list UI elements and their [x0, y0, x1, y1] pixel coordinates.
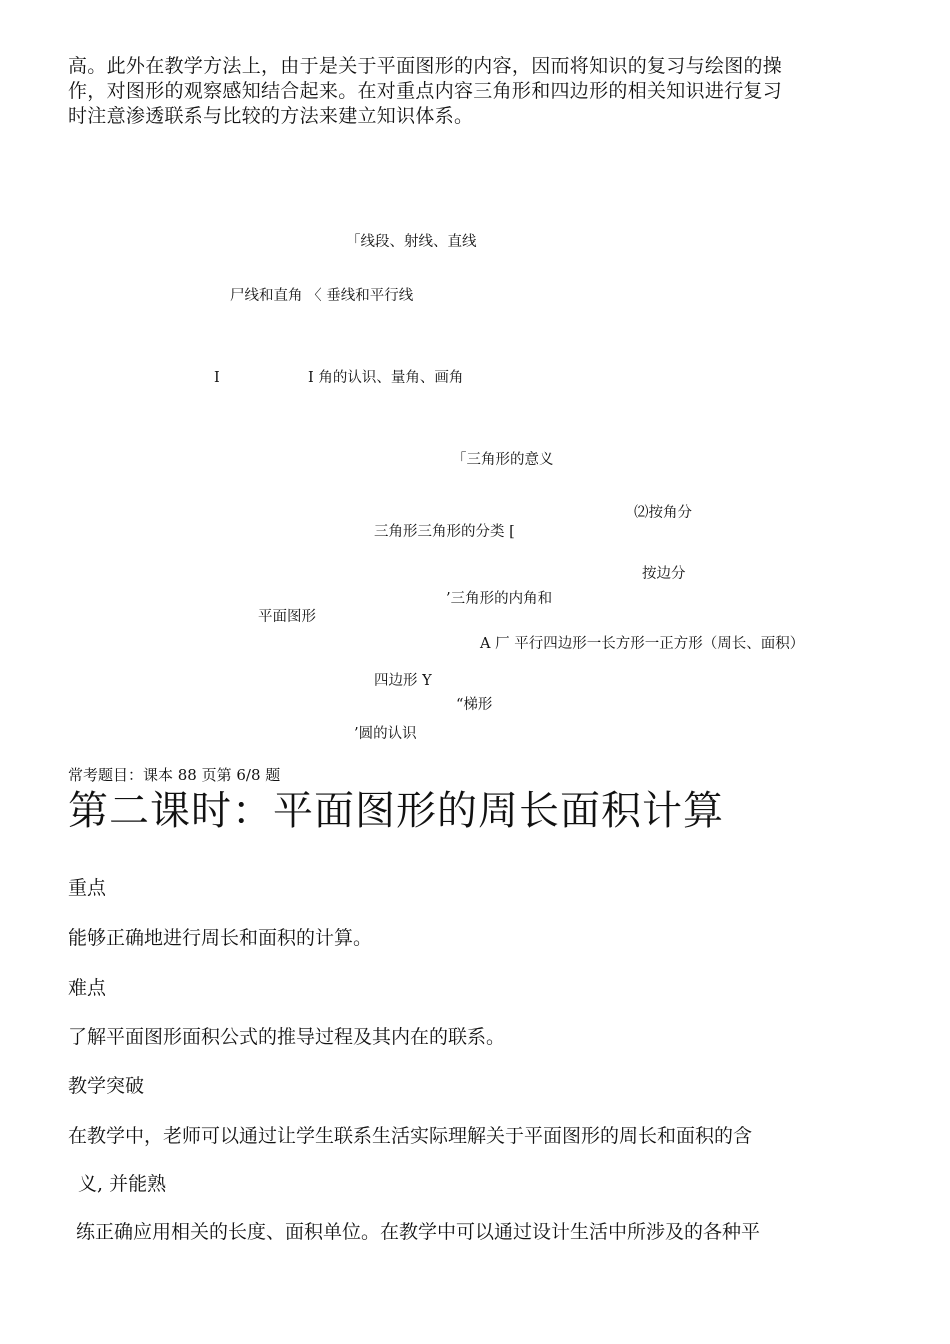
common-questions-note: 常考题目：课本 88 页第 6/8 题 [68, 766, 281, 784]
diagram-node: ’三角形的内角和 [446, 591, 553, 607]
diagram-node: “梯形 [456, 697, 493, 713]
diagram-node: 平面图形 [258, 609, 316, 625]
diagram-node: I 角的认识、量角、画角 [308, 370, 464, 386]
intro-line: 高。此外在教学方法上，由于是关于平面图形的内容，因而将知识的复习与绘图的操 [68, 55, 783, 77]
diagram-node: I [214, 370, 220, 386]
diagram-node: A 厂 平行四边形一长方形一正方形（周长、面积） [480, 636, 805, 652]
intro-line: 作，对图形的观察感知结合起来。在对重点内容三角形和四边形的相关知识进行复习 [68, 80, 783, 102]
breakthrough-text-line: 义, 并能熟 [78, 1173, 167, 1195]
key-point-heading: 重点 [68, 877, 107, 899]
diagram-node: 「三角形的意义 [452, 452, 554, 468]
diagram-node: 尸线和直角 〈 垂线和平行线 [230, 288, 414, 304]
diagram-node: ⑵按角分 [634, 505, 692, 521]
breakthrough-text-line: 在教学中，老师可以通过让学生联系生活实际理解关于平面图形的周长和面积的含 [68, 1125, 753, 1147]
breakthrough-text-line: 练正确应用相关的长度、面积单位。在教学中可以通过设计生活中所涉及的各种平 [76, 1221, 761, 1243]
intro-line: 时注意渗透联系与比较的方法来建立知识体系。 [68, 105, 474, 127]
key-point-text: 能够正确地进行周长和面积的计算。 [68, 927, 373, 949]
diagram-node: 四边形 Y [374, 673, 432, 689]
intro-paragraph [68, 54, 868, 129]
diagram-node: ’圆的认识 [354, 726, 417, 742]
diagram-node: 三角形三角形的分类 [ [374, 524, 515, 540]
difficulty-text: 了解平面图形面积公式的推导过程及其内在的联系。 [68, 1026, 506, 1048]
difficulty-heading: 难点 [68, 977, 107, 999]
breakthrough-heading: 教学突破 [68, 1075, 145, 1097]
lesson-title: 第二课时：平面图形的周长面积计算 [68, 788, 724, 834]
diagram-node: 「线段、射线、直线 [346, 234, 477, 250]
diagram-node: 按边分 [642, 566, 686, 582]
